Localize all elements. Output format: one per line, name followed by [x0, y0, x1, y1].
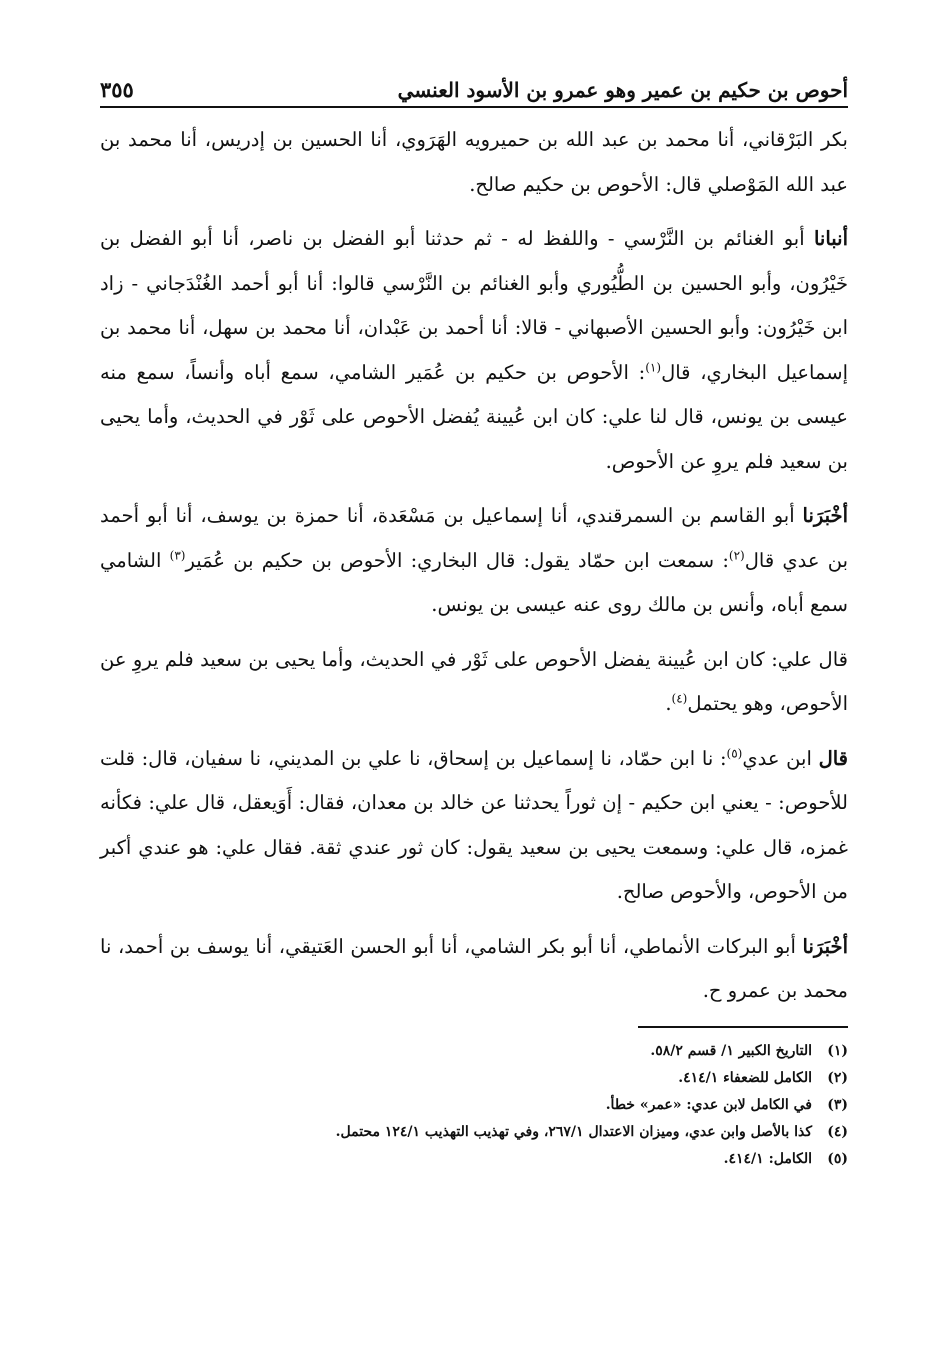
header-title: أحوص بن حكيم بن عمير وهو عمرو بن الأسود العنسي [397, 78, 848, 102]
footnote-marker[interactable]: (٥) [726, 746, 743, 760]
paragraph [100, 925, 848, 1014]
paragraph-lead-word: قال [818, 746, 848, 770]
paragraph-text: . [665, 692, 672, 715]
paragraph-text: الشامي سمع أباه، وأنس بن مالك روى عنه عيسى بن يونس. [100, 548, 848, 616]
footnote-number: (٣) [827, 1096, 848, 1113]
paragraph-text: : الأحوص بن حكيم بن عُمَير الشامي، سمع أباه وأنساً، سمع منه عيسى بن يونس، قال لنا علي: كان ابن عُيينة يُفضل الأحوص على ثَوْر في الحديث، وأما يحيى بن سعيد فلم يروِ عن الأحوص. [100, 360, 848, 473]
paragraph [100, 737, 848, 915]
footnote [100, 1038, 848, 1065]
footnote-marker[interactable]: (٤) [671, 691, 688, 706]
paragraph-lead-word: أنبانا [813, 227, 848, 250]
footnote-number: (١) [827, 1042, 848, 1059]
footnote-text: الكامل: ٤١٤/١. [723, 1150, 812, 1167]
footnote-number: (٥) [827, 1150, 848, 1167]
paragraph-text: أبو الغنائم بن النَّرْسي - واللفظ له - ثم حدثنا أبو الفضل بن ناصر، أنا أبو الفضل بن خَيْرُون، وأبو الحسين بن الطُّيُوري وأبو الغنائم بن النَّرْسي قالوا: أنا أبو أحمد الغُنْدَجاني - زاد ابن خَيْرُون: وأبو الحسين الأصبهاني - قالا: أنا أحمد بن عَبْدان، أنا محمد بن سهل، أنا محمد بن إسماعيل البخاري، قال [100, 227, 849, 384]
footnote [100, 1146, 848, 1173]
paragraph-text: أبو البركات الأنماطي، أنا أبو بكر الشامي، أنا أبو الحسن العَتيقي، أنا يوسف بن أحمد، نا محمد بن عمرو ح. [100, 934, 848, 1002]
paragraph-text: : سمعت ابن حمّاد يقول: قال البخاري: الأحوص بن حكيم بن عُمَير [185, 548, 729, 572]
paragraph-lead-word: أخْبَرَنا [802, 934, 848, 958]
footnote-number: (٢) [827, 1069, 848, 1086]
paragraph [100, 118, 848, 207]
main-text [100, 118, 848, 1014]
footnote-divider [638, 1026, 848, 1028]
paragraph [100, 638, 848, 727]
footnote-text: كذا بالأصل وابن عدي، وميزان الاعتدال ٢٦٧/١، وفي تهذيب التهذيب ١٢٤/١ محتمل. [335, 1123, 812, 1140]
paragraph-text: قال علي: كان ابن عُيينة يفضل الأحوص على ثَوْر في الحديث، وأما يحيى بن سعيد فلم يروِ عن الأحوص، وهو يحتمل [100, 647, 848, 715]
paragraph [100, 217, 848, 484]
document-page [100, 62, 848, 1173]
paragraph-text: بكر البَرْقاني، أنا محمد بن عبد الله بن حميرويه الهَرَوي، أنا الحسين بن إدريس، أنا محمد بن عبد الله المَوْصلي قال: الأحوص بن حكيم صالح. [100, 128, 848, 196]
paragraph-text: : نا ابن حمّاد، نا إسماعيل بن إسحاق، نا علي بن المديني، نا سفيان، قال: قلت للأحوص: - يعني ابن حكيم - إن ثوراً يحدثنا عن خالد بن معدان، فقال: أَوَيعقل، قال علي: فكأنه غمزه، قال علي: وسمعت يحيى بن سعيد يقول: كان ثور عندي ثقة. فقال علي: هو عندي أكبر من الأحوص، والأحوص صالح. [100, 746, 848, 903]
page-number: ٣٥٥ [100, 77, 134, 102]
paragraph-lead-word: أخْبَرَنا [802, 504, 848, 527]
footnote [100, 1092, 848, 1119]
running-header [100, 62, 848, 108]
footnote [100, 1119, 848, 1146]
footnote-marker[interactable]: (٢) [728, 548, 745, 562]
footnotes [100, 1038, 848, 1173]
footnote-marker[interactable]: (٣) [169, 548, 186, 562]
footnote-marker[interactable]: (١) [645, 360, 662, 374]
paragraph-text: ابن عدي [742, 746, 819, 770]
footnote-text: الكامل للضعفاء ٤١٤/١. [678, 1069, 812, 1086]
paragraph [100, 494, 848, 628]
footnote-number: (٤) [827, 1123, 848, 1140]
footnote-text: التاريخ الكبير ١/ قسم ٥٨/٢. [650, 1042, 812, 1059]
footnote [100, 1065, 848, 1092]
paragraph-text: أبو القاسم بن السمرقندي، أنا إسماعيل بن مَسْعَدة، أنا حمزة بن يوسف، أنا أبو أحمد بن عدي قال [100, 504, 849, 572]
footnote-text: في الكامل لابن عدي: «عمر» خطأ. [605, 1096, 812, 1113]
